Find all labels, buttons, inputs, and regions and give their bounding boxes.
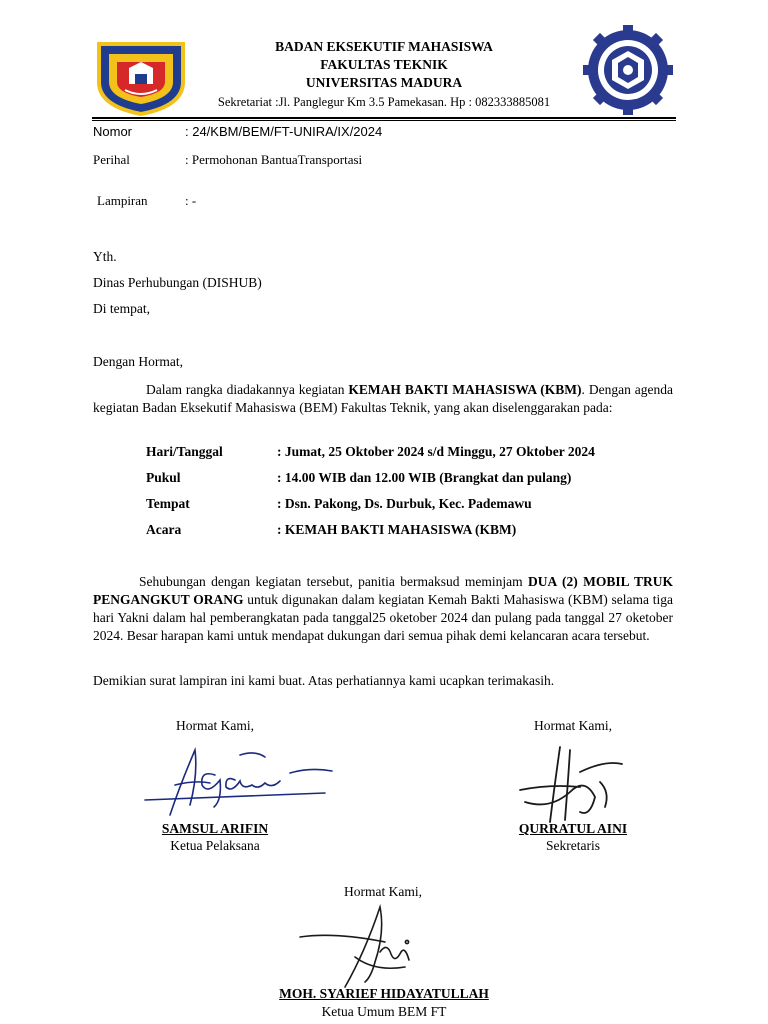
nomor-label: Nomor (93, 124, 133, 139)
detail-value-date: : Jumat, 25 Oktober 2024 s/d Minggu, 27 Oktober 2024 (277, 444, 595, 459)
signature-1-name: SAMSUL ARIFIN (161, 821, 269, 836)
header-divider (92, 117, 676, 119)
signature-2-role: Sekretaris (546, 838, 600, 853)
recipient-yth: Yth. (93, 249, 117, 264)
lampiran-value: : - (185, 193, 197, 208)
header-university: UNIVERSITAS MADURA (305, 75, 463, 90)
paragraph-intro-text: Dalam rangka diadakannya kegiatan (146, 382, 349, 397)
paragraph-request (93, 573, 673, 645)
paragraph-request-text: Sehubungan dengan kegiatan tersebut, panitia bermaksud meminjam (139, 574, 529, 589)
signature-3-role: Ketua Umum BEM FT (321, 1004, 447, 1019)
signature-3-name: MOH. SYARIEF HIDAYATULLAH (279, 986, 489, 1001)
perihal-label: Perihal (93, 152, 130, 167)
lampiran-label: Lampiran (97, 193, 148, 208)
header-divider-thin (92, 120, 676, 121)
signature-2-head: Hormat Kami, (534, 718, 612, 733)
signature-2-name: QURRATUL AINI (518, 821, 628, 836)
detail-value-time: : 14.00 WIB dan 12.00 WIB (Brangkat dan pulang) (277, 470, 572, 485)
event-name-bold: KEMAH BAKTI MAHASISWA (KBM) (348, 382, 582, 397)
detail-value-event: : KEMAH BAKTI MAHASISWA (KBM) (277, 522, 517, 537)
detail-label-event: Acara (146, 522, 182, 537)
signature-1-head: Hormat Kami, (176, 718, 254, 733)
signature-2-handwriting (510, 742, 640, 827)
header-address: Sekretariat :Jl. Panglegur Km 3.5 Pamekasan. Hp : 082333885081 (217, 95, 551, 109)
recipient-place: Di tempat, (93, 301, 150, 316)
signature-3-head: Hormat Kami, (344, 884, 422, 899)
perihal-value: : Permohonan BantuaTransportasi (185, 152, 363, 167)
header-faculty: FAKULTAS TEKNIK (320, 57, 448, 72)
detail-label-date: Hari/Tanggal (146, 444, 223, 459)
detail-value-place: : Dsn. Pakong, Ds. Durbuk, Kec. Pademawu (277, 496, 532, 511)
header-org-name: BADAN EKSEKUTIF MAHASISWA (275, 39, 493, 54)
paragraph-intro-end: . Dengan agenda kegiatan Badan Eksekutif Mahasiswa (BEM) Fakultas Teknik, yang akan diselenggarakan pada: (93, 382, 673, 415)
paragraph-intro (93, 381, 673, 417)
closing-sentence: Demikian surat lampiran ini kami buat. Atas perhatiannya kami ucapkan terimakasih. (93, 673, 555, 688)
detail-label-place: Tempat (146, 496, 190, 511)
signature-1-handwriting (140, 745, 340, 820)
detail-label-time: Pukul (146, 470, 181, 485)
recipient-name: Dinas Perhubungan (DISHUB) (93, 275, 262, 290)
signature-1-role: Ketua Pelaksana (170, 838, 260, 853)
nomor-value: : 24/KBM/BEM/FT-UNIRA/IX/2024 (185, 124, 383, 139)
request-item-bold: DUA (2) MOBIL TRUK PENGANGKUT ORANG (93, 574, 673, 607)
paragraph-request-end: untuk digunakan dalam kegiatan Kemah Bakti Mahasiswa (KBM) selama tiga hari Yakni dalam hal pemberangkatan pada tanggal25 oketober 2024 dan pulang pada tanggal 27 oketober 2024. Besar harapan kami untuk mendapat dukungan dari semua pihak demi kelancaran acara tersebut. (93, 592, 673, 643)
signature-3-handwriting (295, 902, 445, 990)
greeting: Dengan Hormat, (93, 354, 183, 369)
